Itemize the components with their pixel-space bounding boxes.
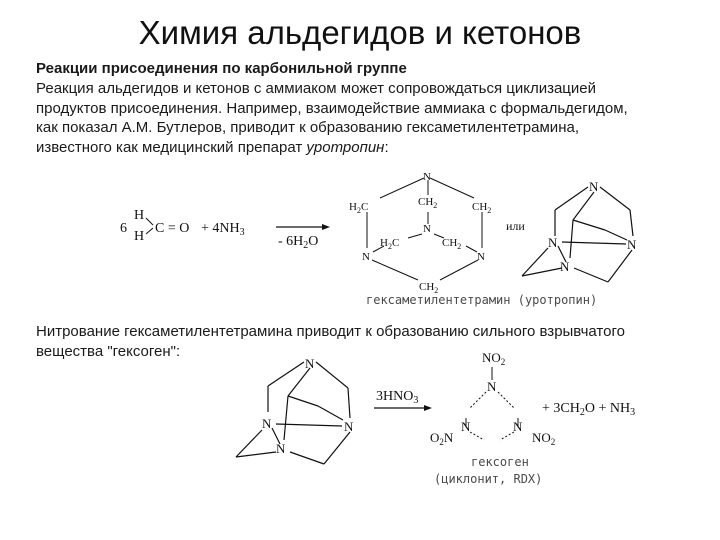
ch2-right-sub: 2 <box>487 206 492 215</box>
formaldehyde-equation <box>120 208 330 251</box>
nitration-line-1: Нитрование гексаметилентетрамина приводит к образованию сильного взрывчатого <box>36 323 625 340</box>
no2-right: NO <box>532 430 551 445</box>
ch2-bottom-ch: CH <box>419 281 435 293</box>
bond-h-c-bottom <box>146 228 153 234</box>
skel-bond-2 <box>600 187 630 210</box>
r-bond-12 <box>290 452 324 464</box>
r-bond-8 <box>284 396 288 440</box>
carbonyl: C = O <box>155 221 190 236</box>
no2-right-sub: 2 <box>550 437 556 447</box>
intro-line-1: Реакция альдегидов и кетонов с аммиаком может сопровождаться циклизацией <box>36 80 596 97</box>
urotropin-term: уротропин <box>306 138 385 156</box>
bond-12 <box>466 246 477 252</box>
minus-water: - 6H <box>278 234 304 249</box>
atom-n-center: N <box>423 223 431 235</box>
no2-top-sub: 2 <box>500 357 506 367</box>
plus-ammonia <box>201 221 245 238</box>
intro-colon: : <box>384 138 389 156</box>
skel-bond-3 <box>573 192 594 220</box>
products-ch: + 3CH <box>542 401 580 416</box>
h2c-sub: 2 <box>356 206 361 215</box>
r-bond-7 <box>318 406 343 420</box>
r-bond-6 <box>288 396 318 406</box>
atom-h2c-inner <box>380 237 399 251</box>
nitration-line-2: вещества "гексоген": <box>36 342 181 360</box>
h2c-c: C <box>360 201 369 213</box>
atom-n-left: N <box>362 251 370 263</box>
o2n-n: N <box>443 430 454 445</box>
rdx-bond-2 <box>498 392 514 408</box>
h-bottom: H <box>134 229 145 244</box>
o2n-o: O <box>430 430 440 445</box>
bond-6 <box>440 260 478 280</box>
atom-ch2-mid <box>418 196 437 210</box>
h2c-inner-h: H <box>380 237 388 249</box>
intro-line-3: как показал А.М. Бутлеров, приводит к образованию гексаметилентетрамина, <box>36 119 579 136</box>
rdx-no2-top <box>482 350 505 367</box>
rdx-bond-6 <box>500 432 514 440</box>
atom-ch2-right <box>472 201 491 215</box>
reagent-hno3: 3HNO <box>376 389 414 404</box>
r-bond-13 <box>324 432 350 464</box>
o2n-sub: 2 <box>439 437 444 447</box>
rdx-bond-1 <box>470 392 486 408</box>
products-mid: O + NH <box>584 401 631 416</box>
ch2-inner-ch: CH <box>442 237 458 249</box>
bond-h-c-top <box>146 218 153 225</box>
water-sub: 2 <box>303 240 309 251</box>
ch2-inner-sub: 2 <box>457 242 462 251</box>
rdx-no2-right <box>532 430 555 447</box>
h-top: H <box>134 208 145 223</box>
skel-n-left: N <box>548 235 558 250</box>
r-bond-3 <box>288 368 310 396</box>
hexamine-reactant <box>236 362 350 464</box>
h2c-h: H <box>349 201 357 213</box>
intro-line-4-text: известного как медицинский препарат <box>36 138 303 156</box>
rdx-atoms <box>430 350 555 447</box>
rdx-n-top: N <box>487 379 497 394</box>
atom-ch2-inner <box>442 237 461 251</box>
skel-n-top: N <box>589 179 599 194</box>
reagent-label <box>376 389 418 406</box>
rdx-n-right: N <box>513 419 523 434</box>
hexamine-atoms <box>349 171 491 295</box>
hexamine-skeletal-formula <box>522 187 633 282</box>
bond-1 <box>380 178 424 198</box>
h2c-inner-c: C <box>391 237 400 249</box>
ch2-mid-ch: CH <box>418 196 434 208</box>
ch2-right-ch: CH <box>472 201 488 213</box>
rdx-ring <box>466 367 518 440</box>
skel-bond-13 <box>608 250 632 282</box>
r-bond-11 <box>236 452 276 457</box>
nitration-arrowhead <box>424 405 432 411</box>
products-sub3: 3 <box>630 407 636 418</box>
intro-line-2: продуктов присоединения. Например, взаимодействие аммиака с формальдегидом, <box>36 99 628 117</box>
coef-6: 6 <box>120 221 127 236</box>
skel-bond-5 <box>630 210 633 236</box>
ch2-mid-sub: 2 <box>433 201 438 210</box>
atom-h2c-left <box>349 201 368 215</box>
ch2-bottom-sub: 2 <box>434 286 439 295</box>
skel-n-right: N <box>627 237 637 252</box>
bond-9 <box>408 234 422 238</box>
bond-5 <box>372 260 418 280</box>
r-n-top: N <box>305 356 315 371</box>
skel-bond-6 <box>573 220 605 230</box>
atom-n-top: N <box>423 171 431 183</box>
no2-top: NO <box>482 350 501 365</box>
hexamine-caption: гексаметилентетрамин (уротропин) <box>366 293 598 307</box>
nh3-sub: 3 <box>239 227 245 238</box>
nitration-products <box>542 401 635 418</box>
skel-n-bottom: N <box>560 259 570 274</box>
h2c-inner-sub: 2 <box>387 242 392 251</box>
skel-bond-8 <box>570 220 573 258</box>
water-o: O <box>308 234 319 249</box>
r-bond-2 <box>316 362 348 388</box>
atom-n-right: N <box>477 251 485 263</box>
rdx-alt-names: (циклонит, RDX) <box>434 472 543 486</box>
skel-bond-12 <box>574 268 608 282</box>
r-n-right: N <box>344 419 354 434</box>
products-sub2: 2 <box>579 407 585 418</box>
page-title: Химия альдегидов и кетонов <box>138 14 582 51</box>
nitration-scheme <box>0 340 720 540</box>
plus-nh3: + 4NH <box>201 221 240 236</box>
rdx-o2n-left <box>430 430 454 447</box>
r-n-bottom: N <box>276 441 286 456</box>
rdx-bond-5 <box>470 432 484 440</box>
rdx-name: гексоген <box>471 455 529 469</box>
bond-2 <box>430 178 474 198</box>
r-bond-10 <box>236 430 262 457</box>
r-n-left: N <box>262 416 272 431</box>
reagent-sub: 3 <box>413 395 419 406</box>
r-bond-5 <box>348 388 350 418</box>
reaction-arrowhead <box>322 224 330 230</box>
rdx-n-left: N <box>461 419 471 434</box>
arrow-label <box>278 234 318 251</box>
or-label: или <box>506 219 525 233</box>
skel-bond-7 <box>605 230 627 240</box>
section-subtitle: Реакции присоединения по карбонильной группе <box>36 60 407 77</box>
